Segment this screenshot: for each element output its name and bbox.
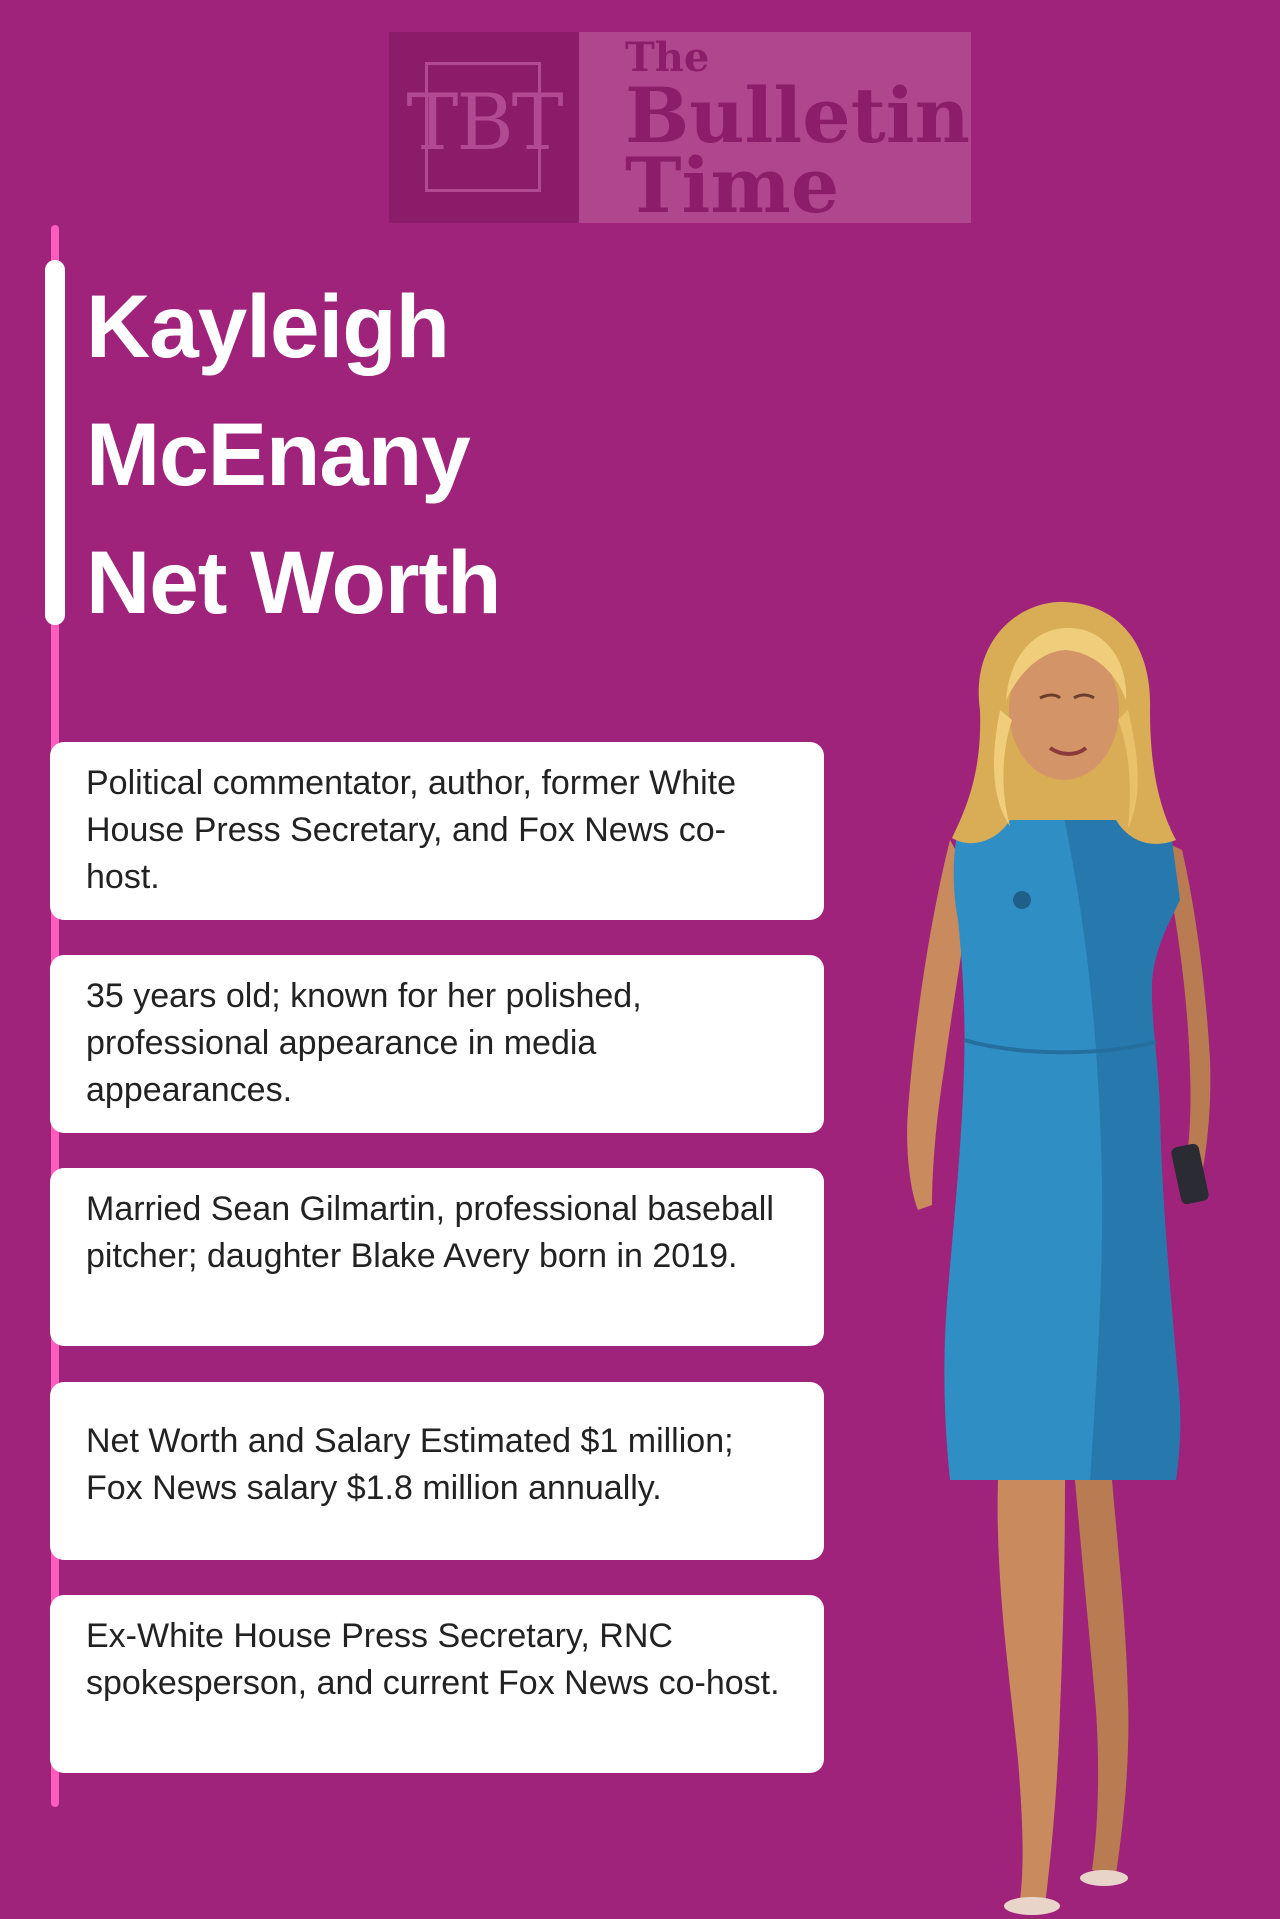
bulletin-time-logo <box>389 32 971 230</box>
fact-card-net-worth: Net Worth and Salary Estimated $1 million; Fox News salary $1.8 million annually. <box>50 1382 824 1560</box>
title-line-1: Kayleigh <box>86 276 449 376</box>
logo-wordmark <box>579 32 971 230</box>
fact-card-family: Married Sean Gilmartin, professional baseball pitcher; daughter Blake Avery born in 2019. <box>50 1168 824 1346</box>
fact-card-profession: Political commentator, author, former White House Press Secretary, and Fox News co-host. <box>50 742 824 920</box>
logo-word-time: Time <box>625 141 840 230</box>
title-line-2: McEnany <box>86 404 470 504</box>
logo-word-the: The <box>625 34 710 81</box>
logo-word-bulletin: Bulletin <box>625 71 970 160</box>
logo-monogram-box <box>389 32 579 223</box>
logo-monogram: TBT <box>406 78 562 168</box>
title-line-3: Net Worth <box>86 532 501 632</box>
title-accent-bar <box>45 260 65 625</box>
woman-in-blue-dress-icon <box>860 600 1260 1919</box>
fact-card-career: Ex-White House Press Secretary, RNC spokesperson, and current Fox News co-host. <box>50 1595 824 1773</box>
page-title <box>86 262 501 646</box>
fact-card-age: 35 years old; known for her polished, professional appearance in media appearances. <box>50 955 824 1133</box>
